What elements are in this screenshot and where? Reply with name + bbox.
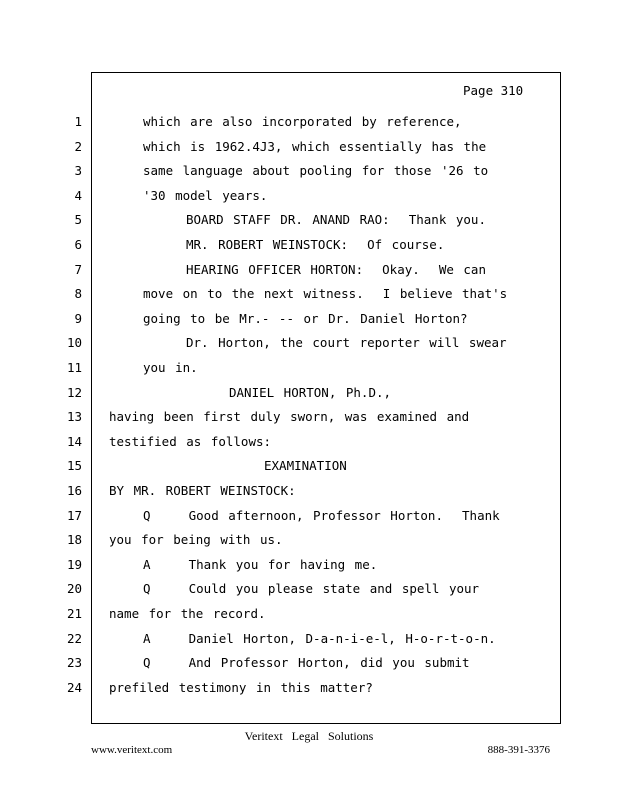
line-number: 24 xyxy=(66,679,82,695)
line-number: 15 xyxy=(66,458,82,474)
line-text: going to be Mr.- -- or Dr. Daniel Horton? xyxy=(143,310,468,326)
line-number: 20 xyxy=(66,581,82,597)
line-text: you in. xyxy=(143,360,198,375)
line-number: 12 xyxy=(66,384,82,400)
line-text: having been first duly sworn, was examined and xyxy=(109,409,470,425)
line-number: 3 xyxy=(74,163,82,179)
line-text: HEARING OFFICER HORTON: Okay. We can xyxy=(186,261,486,277)
line-number: 16 xyxy=(66,483,82,498)
line-text: which is 1962.4J3, which essentially has the xyxy=(143,138,487,154)
line-text: Q And Professor Horton, did you submit xyxy=(143,655,470,671)
line-text: Dr. Horton, the court reporter will swear xyxy=(186,335,507,351)
line-number: 23 xyxy=(66,655,82,671)
line-text: EXAMINATION xyxy=(264,458,347,474)
line-text: prefiled testimony in this matter? xyxy=(109,679,373,695)
page-number: Page 310 xyxy=(463,83,524,98)
line-number: 11 xyxy=(66,360,82,375)
line-text: which are also incorporated by reference, xyxy=(143,114,462,129)
line-text: A Daniel Horton, D-a-n-i-e-l, H-o-r-t-o-n. xyxy=(143,630,496,646)
line-text: Q Could you please state and spell your xyxy=(143,581,480,597)
line-number: 8 xyxy=(74,286,82,302)
line-number: 6 xyxy=(74,237,82,252)
line-text: A Thank you for having me. xyxy=(143,556,378,572)
line-text: BOARD STAFF DR. ANAND RAO: Thank you. xyxy=(186,212,486,228)
line-number: 17 xyxy=(66,507,82,523)
line-text: testified as follows: xyxy=(109,433,272,449)
line-number: 18 xyxy=(66,532,82,548)
line-number: 10 xyxy=(66,335,82,351)
line-number: 2 xyxy=(74,138,82,154)
line-text: move on to the next witness. I believe that's xyxy=(143,286,508,302)
footer-company: Veritext Legal Solutions xyxy=(244,729,374,743)
line-text: name for the record. xyxy=(109,606,266,621)
line-number: 19 xyxy=(66,556,82,572)
line-number: 14 xyxy=(66,433,82,449)
footer-phone: 888-391-3376 xyxy=(487,744,550,756)
line-number: 13 xyxy=(66,409,82,425)
line-number: 1 xyxy=(74,114,82,129)
line-number: 9 xyxy=(74,310,82,326)
line-number: 21 xyxy=(66,606,82,621)
line-number: 5 xyxy=(74,212,82,228)
line-number: 22 xyxy=(66,630,82,646)
line-text: BY MR. ROBERT WEINSTOCK: xyxy=(109,483,296,498)
line-text: same language about pooling for those '26 to xyxy=(143,163,489,179)
footer-website: www.veritext.com xyxy=(91,744,173,756)
line-text: MR. ROBERT WEINSTOCK: Of course. xyxy=(186,237,445,252)
line-text: '30 model years. xyxy=(143,187,268,203)
line-number: 7 xyxy=(74,261,82,277)
line-number: 4 xyxy=(74,187,82,203)
line-text: you for being with us. xyxy=(109,532,283,548)
line-text: DANIEL HORTON, Ph.D., xyxy=(229,384,392,400)
line-text: Q Good afternoon, Professor Horton. Thank xyxy=(143,507,500,523)
